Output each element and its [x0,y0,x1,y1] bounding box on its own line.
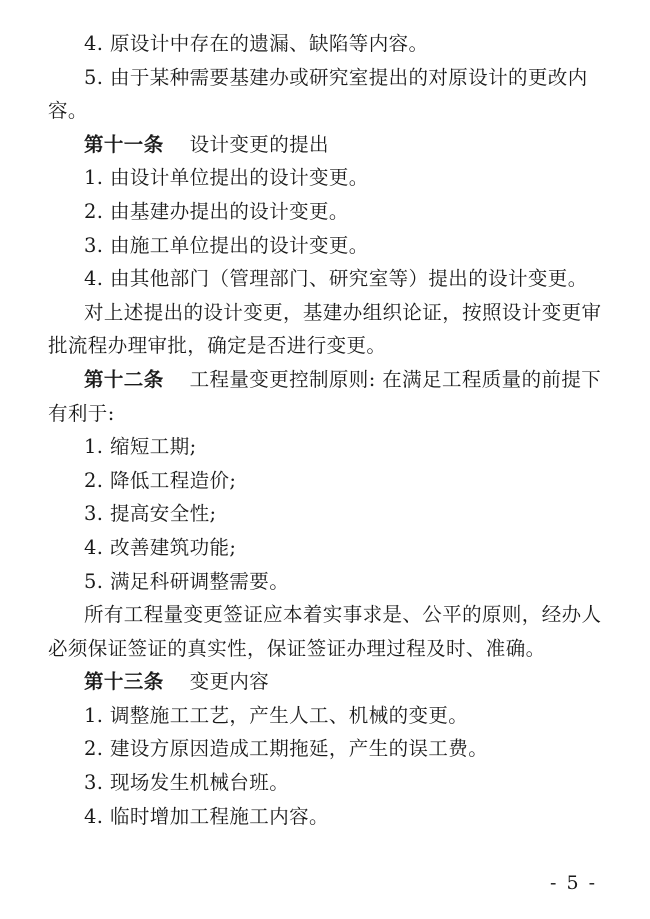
line-text: 4. 改善建筑功能; [84,535,237,559]
line-text: 容。 [48,99,88,123]
line-text: 3. 提高安全性; [84,502,217,526]
text-line [48,469,620,503]
line-text: 4. 临时增加工程施工内容。 [84,804,329,828]
text-line [48,99,620,133]
line-text: 2. 降低工程造价; [84,468,237,492]
text-line [48,771,620,805]
article-heading-line [48,670,620,704]
line-text: 1. 由设计单位提出的设计变更。 [84,166,369,190]
line-text: 批流程办理审批，确定是否进行变更。 [48,334,387,358]
text-line [48,32,620,66]
line-text: 2. 由基建办提出的设计变更。 [84,199,349,223]
article-heading-text: 设计变更的提出 [189,132,329,156]
text-line [48,435,620,469]
line-text: 3. 由施工单位提出的设计变更。 [84,233,369,257]
text-line [48,502,620,536]
line-text: 5. 满足科研调整需要。 [84,569,290,593]
text-line [48,603,620,637]
page-number: - 5 - [550,872,598,894]
text-line [48,536,620,570]
line-text: 4. 原设计中存在的遗漏、缺陷等内容。 [84,32,429,55]
text-line [48,66,620,100]
article-heading-text: 变更内容 [189,670,270,694]
text-line [48,334,620,368]
article-heading-text: 工程量变更控制原则: 在满足工程质量的前提下 [189,367,602,391]
line-text: 2. 建设方原因造成工期拖延，产生的误工费。 [84,737,489,761]
text-line [48,737,620,771]
text-line [48,200,620,234]
line-text: 3. 现场发生机械台班。 [84,771,290,795]
text-line [48,704,620,738]
line-text: 5. 由于某种需要基建办或研究室提出的对原设计的更改内 [84,65,588,89]
text-line [48,805,620,839]
line-text: 有利于: [48,401,115,425]
line-text: 1. 调整施工工艺，产生人工、机械的变更。 [84,703,469,727]
text-line [48,301,620,335]
article-heading-line [48,368,620,402]
text-line [48,267,620,301]
text-line [48,637,620,671]
line-text: 1. 缩短工期; [84,435,197,459]
text-line [48,402,620,436]
article-number: 第十三条 [84,670,164,694]
line-text: 4. 由其他部门（管理部门、研究室等）提出的设计变更。 [84,267,588,291]
line-text: 对上述提出的设计变更，基建办组织论证，按照设计变更审 [84,300,602,324]
text-line [48,166,620,200]
line-text: 必须保证签证的真实性，保证签证办理过程及时、准确。 [48,636,546,660]
text-line [48,234,620,268]
document-body [48,32,620,838]
article-heading-line [48,133,620,167]
line-text: 所有工程量变更签证应本着实事求是、公平的原则，经办人 [84,603,602,627]
text-line [48,570,620,604]
article-number: 第十一条 [84,132,164,156]
article-number: 第十二条 [84,367,164,391]
